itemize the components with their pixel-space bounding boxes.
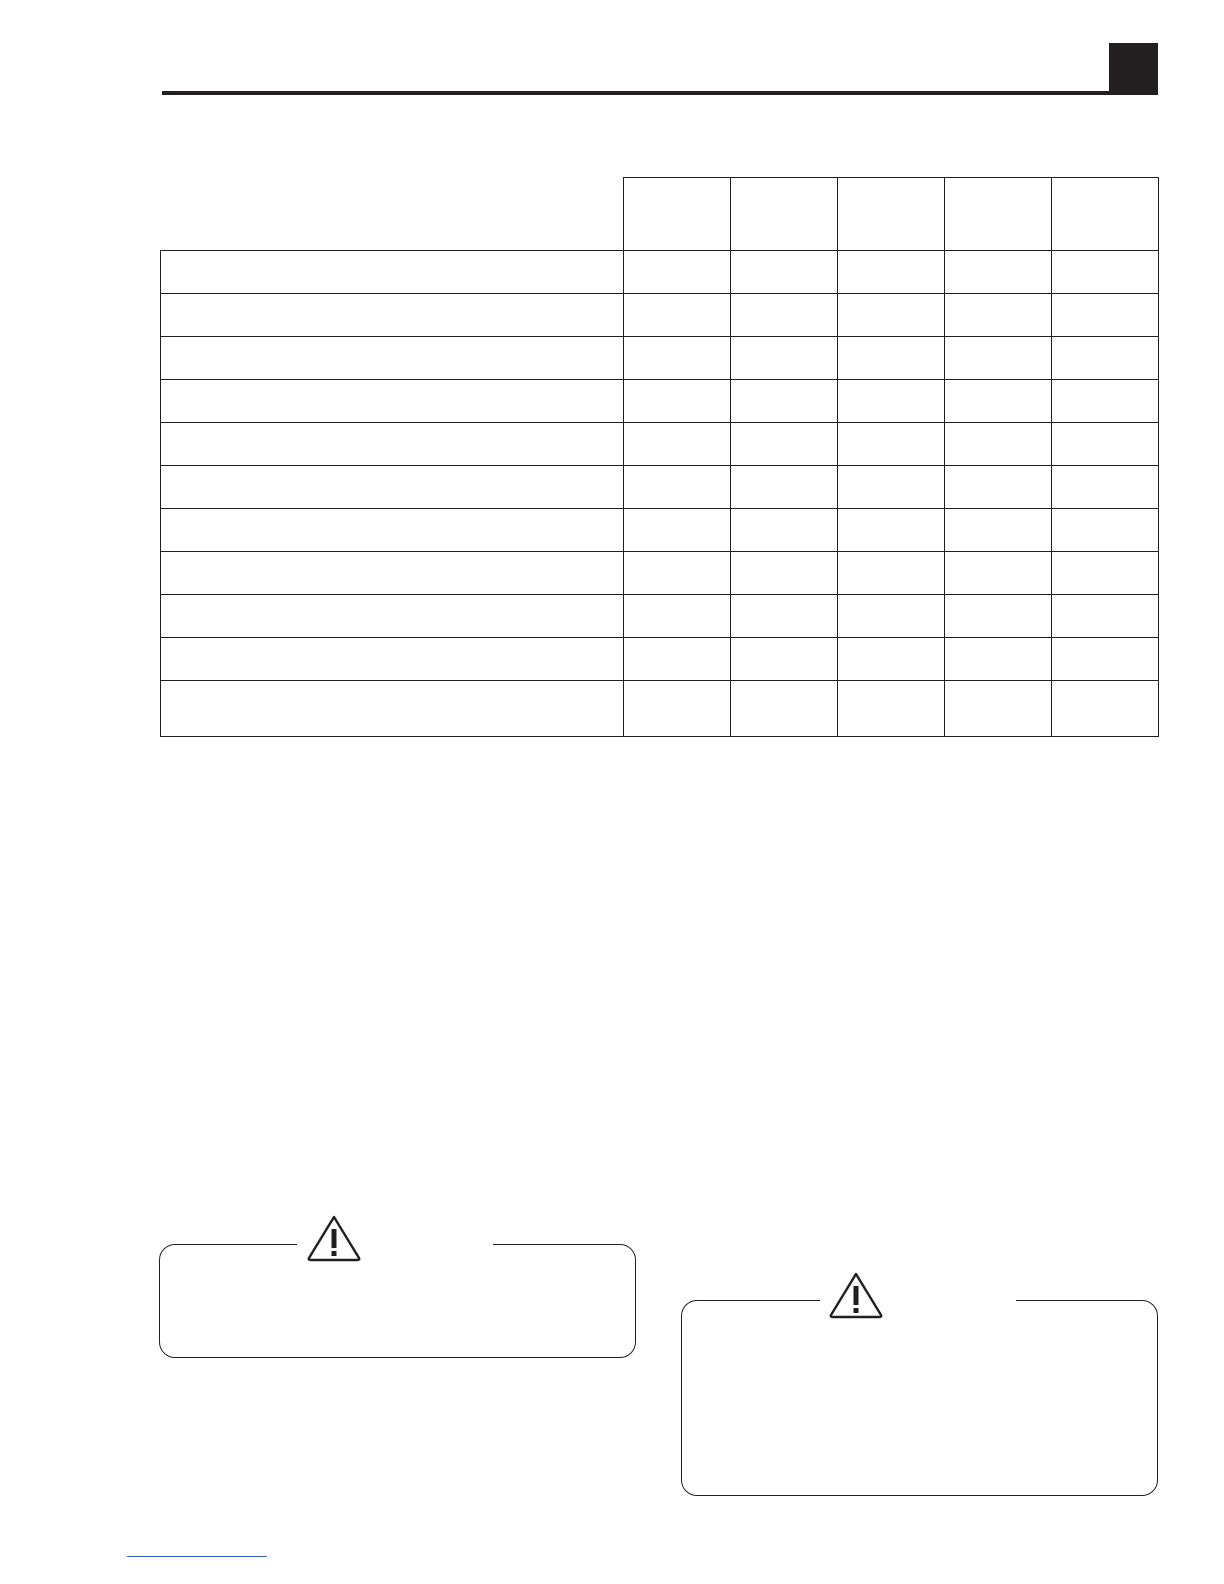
table-cell	[166, 600, 617, 631]
table-cell	[950, 428, 1045, 459]
table-cell	[736, 385, 831, 416]
table-cell	[736, 428, 831, 459]
table-cell	[629, 428, 724, 459]
table-rule	[160, 422, 1159, 423]
table-cell	[629, 299, 724, 330]
table-cell	[629, 471, 724, 502]
table-header-cell	[736, 183, 831, 244]
table-cell	[843, 385, 938, 416]
table-rule	[623, 177, 624, 737]
table-cell	[843, 600, 938, 631]
table-cell	[629, 557, 724, 588]
table-cell	[1057, 256, 1152, 287]
table-cell	[1057, 342, 1152, 373]
table-cell	[843, 299, 938, 330]
table-rule	[160, 465, 1159, 466]
table-cell	[950, 299, 1045, 330]
table-cell	[1057, 514, 1152, 545]
chapter-tab	[1109, 43, 1158, 95]
table-header-cell	[843, 183, 938, 244]
table-cell	[629, 600, 724, 631]
table-cell	[1057, 643, 1152, 674]
table-cell	[950, 385, 1045, 416]
table-rule	[160, 336, 1159, 337]
table-rule	[160, 680, 1159, 681]
table-cell	[950, 514, 1045, 545]
table-cell	[166, 471, 617, 502]
warning-triangle-icon	[828, 1271, 884, 1319]
table-cell	[843, 514, 938, 545]
table-cell	[736, 643, 831, 674]
table-cell	[629, 514, 724, 545]
table-cell	[950, 471, 1045, 502]
table-cell	[736, 600, 831, 631]
table-cell	[950, 342, 1045, 373]
warning-box-2	[681, 1300, 1158, 1496]
table-cell	[166, 557, 617, 588]
table-cell	[736, 514, 831, 545]
table-cell	[166, 643, 617, 674]
table-cell	[629, 342, 724, 373]
table-rule	[623, 177, 1159, 178]
table-rule	[160, 551, 1159, 552]
table-cell	[1057, 557, 1152, 588]
table-rule	[160, 637, 1159, 638]
table-cell	[950, 600, 1045, 631]
table-rule	[160, 379, 1159, 380]
table-rule	[837, 177, 838, 737]
table-cell	[843, 643, 938, 674]
table-cell	[166, 428, 617, 459]
table-cell	[1057, 600, 1152, 631]
table-rule	[730, 177, 731, 737]
table-rule	[160, 594, 1159, 595]
table-header-cell	[1057, 183, 1152, 244]
table-rule	[160, 293, 1159, 294]
table-rule	[160, 250, 1159, 251]
warning-box-1	[159, 1244, 636, 1358]
spec-table	[160, 177, 1158, 736]
table-cell	[950, 686, 1045, 730]
table-header-cell	[629, 183, 724, 244]
table-cell	[1057, 686, 1152, 730]
table-cell	[736, 557, 831, 588]
table-cell	[843, 256, 938, 287]
table-cell	[950, 557, 1045, 588]
table-header-cell	[950, 183, 1045, 244]
table-cell	[843, 471, 938, 502]
table-cell	[736, 342, 831, 373]
table-cell	[950, 256, 1045, 287]
table-cell	[629, 686, 724, 730]
table-cell	[629, 385, 724, 416]
table-cell	[950, 643, 1045, 674]
table-cell	[166, 342, 617, 373]
table-cell	[1057, 385, 1152, 416]
table-cell	[166, 686, 617, 730]
table-cell	[736, 471, 831, 502]
table-rule	[944, 177, 945, 737]
table-cell	[1057, 299, 1152, 330]
table-cell	[166, 385, 617, 416]
table-header-cell	[166, 183, 617, 244]
table-cell	[166, 299, 617, 330]
table-cell	[843, 342, 938, 373]
table-cell	[843, 428, 938, 459]
footer-link[interactable]	[127, 1556, 267, 1557]
table-cell	[629, 643, 724, 674]
table-cell	[166, 256, 617, 287]
header-rule	[162, 91, 1110, 95]
table-cell	[736, 686, 831, 730]
table-rule	[160, 736, 1159, 737]
table-cell	[629, 256, 724, 287]
table-rule	[160, 250, 161, 737]
table-rule	[160, 508, 1159, 509]
table-cell	[1057, 471, 1152, 502]
table-cell	[843, 686, 938, 730]
table-rule	[1158, 177, 1159, 737]
table-rule	[1051, 177, 1052, 737]
table-cell	[1057, 428, 1152, 459]
table-cell	[843, 557, 938, 588]
table-cell	[736, 256, 831, 287]
table-cell	[166, 514, 617, 545]
warning-triangle-icon	[306, 1214, 362, 1262]
table-cell	[736, 299, 831, 330]
